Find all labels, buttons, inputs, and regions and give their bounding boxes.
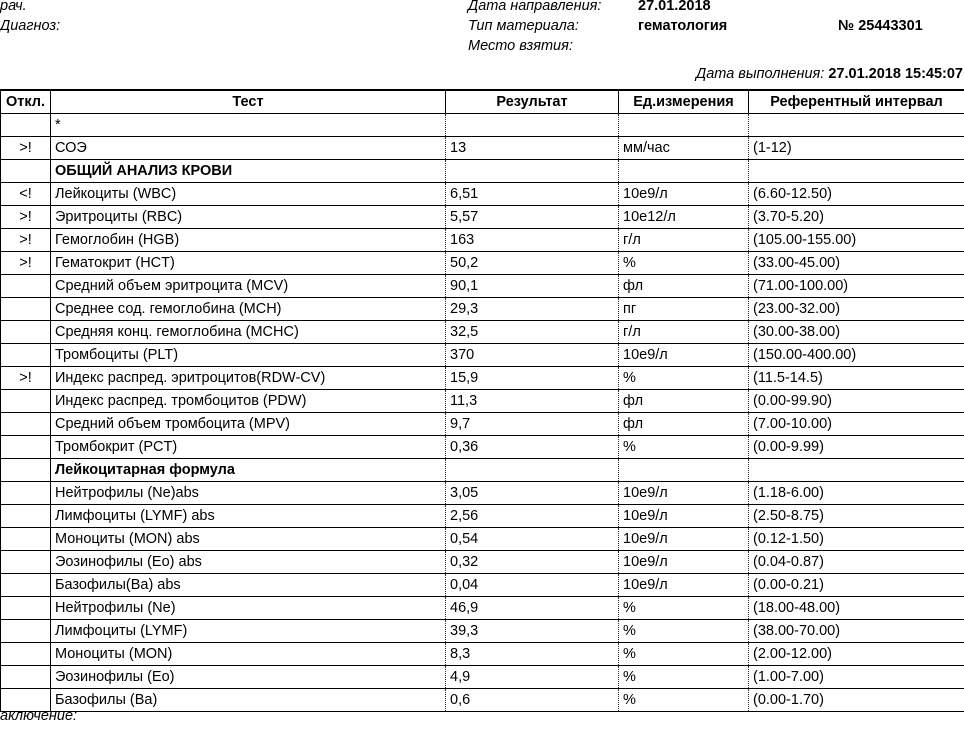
cell-result: 370 — [446, 344, 619, 367]
cell-result: 163 — [446, 229, 619, 252]
cell-test-name: СОЭ — [51, 137, 446, 160]
cell-test-name: Базофилы(Ba) abs — [51, 574, 446, 597]
cell-result: 39,3 — [446, 620, 619, 643]
cell-result: 9,7 — [446, 413, 619, 436]
cell-unit: мм/час — [619, 137, 749, 160]
table-row — [1, 620, 964, 643]
cell-test-name: Нейтрофилы (Ne)abs — [51, 482, 446, 505]
cell-result: 8,3 — [446, 643, 619, 666]
execution-date-label: Дата выполнения: — [696, 66, 825, 82]
cell-result: 4,9 — [446, 666, 619, 689]
cell-reference: (18.00-48.00) — [749, 597, 964, 620]
results-table-head — [1, 90, 964, 114]
cell-test-name: Средний объем эритроцита (MCV) — [51, 275, 446, 298]
cell-test-name: Гематокрит (HCT) — [51, 252, 446, 275]
cell-result: 0,6 — [446, 689, 619, 712]
cell-reference: (105.00-155.00) — [749, 229, 964, 252]
table-row — [1, 459, 964, 482]
cell-reference: (0.12-1.50) — [749, 528, 964, 551]
cell-unit: фл — [619, 390, 749, 413]
cell-unit: г/л — [619, 321, 749, 344]
table-row — [1, 597, 964, 620]
cell-unit: % — [619, 620, 749, 643]
cell-deviation — [1, 459, 51, 482]
referral-date-label: Дата направления: — [468, 0, 602, 14]
cell-reference: (11.5-14.5) — [749, 367, 964, 390]
cell-unit: 10е9/л — [619, 344, 749, 367]
table-row — [1, 137, 964, 160]
cell-deviation — [1, 275, 51, 298]
cell-deviation — [1, 597, 51, 620]
cell-result: 5,57 — [446, 206, 619, 229]
results-table — [0, 89, 964, 712]
cell-reference: (0.00-99.90) — [749, 390, 964, 413]
cell-test-name: Эозинофилы (Eo) — [51, 666, 446, 689]
table-row — [1, 666, 964, 689]
referral-date-value: 27.01.2018 — [638, 0, 711, 14]
cell-test-name: Нейтрофилы (Ne) — [51, 597, 446, 620]
cell-test-name: Лейкоциты (WBC) — [51, 183, 446, 206]
cell-reference: (3.70-5.20) — [749, 206, 964, 229]
cell-result: 29,3 — [446, 298, 619, 321]
cell-unit: 10е9/л — [619, 574, 749, 597]
cell-reference: (71.00-100.00) — [749, 275, 964, 298]
cell-reference: (2.00-12.00) — [749, 643, 964, 666]
cell-result: 50,2 — [446, 252, 619, 275]
cell-deviation — [1, 505, 51, 528]
cell-deviation — [1, 620, 51, 643]
table-row — [1, 252, 964, 275]
cell-reference — [749, 160, 964, 183]
cell-deviation — [1, 528, 51, 551]
cell-deviation — [1, 160, 51, 183]
cell-reference: (2.50-8.75) — [749, 505, 964, 528]
cell-reference: (6.60-12.50) — [749, 183, 964, 206]
cell-deviation — [1, 551, 51, 574]
cell-reference: (33.00-45.00) — [749, 252, 964, 275]
cell-unit: % — [619, 666, 749, 689]
cell-unit — [619, 160, 749, 183]
cell-deviation — [1, 114, 51, 137]
cell-reference: (0.00-1.70) — [749, 689, 964, 712]
table-row — [1, 344, 964, 367]
cell-reference — [749, 114, 964, 137]
table-row — [1, 183, 964, 206]
cell-unit — [619, 459, 749, 482]
cell-result: 6,51 — [446, 183, 619, 206]
cell-reference: (1-12) — [749, 137, 964, 160]
results-table-wrapper — [0, 89, 964, 712]
cell-unit: г/л — [619, 229, 749, 252]
table-row — [1, 275, 964, 298]
table-row — [1, 643, 964, 666]
execution-date-value: 27.01.2018 15:45:07 — [828, 66, 963, 82]
cell-reference: (38.00-70.00) — [749, 620, 964, 643]
cell-test-name: Индекс распред. эритроцитов(RDW-CV) — [51, 367, 446, 390]
results-table-body — [1, 114, 964, 712]
cell-result — [446, 160, 619, 183]
cell-test-name: Лимфоциты (LYMF) — [51, 620, 446, 643]
column-header-deviation: Откл. — [1, 90, 51, 114]
cell-result — [446, 459, 619, 482]
cell-section-title: Лейкоцитарная формула — [51, 459, 446, 482]
cell-unit: 10е9/л — [619, 551, 749, 574]
cell-test-name: Моноциты (MON) — [51, 643, 446, 666]
cell-result: 13 — [446, 137, 619, 160]
cell-result: 46,9 — [446, 597, 619, 620]
cell-test-name: Средняя конц. гемоглобина (MCHC) — [51, 321, 446, 344]
cell-deviation: >! — [1, 252, 51, 275]
report-header — [0, 0, 964, 58]
table-row — [1, 298, 964, 321]
cell-unit: % — [619, 436, 749, 459]
cell-result: 2,56 — [446, 505, 619, 528]
cell-deviation — [1, 321, 51, 344]
cell-unit: 10е12/л — [619, 206, 749, 229]
doctor-label: рач. — [0, 0, 27, 14]
cell-deviation — [1, 413, 51, 436]
table-row — [1, 505, 964, 528]
table-row — [1, 229, 964, 252]
material-type-value: гематология — [638, 18, 728, 34]
cell-unit: 10е9/л — [619, 482, 749, 505]
table-row — [1, 689, 964, 712]
cell-deviation: <! — [1, 183, 51, 206]
cell-unit: % — [619, 367, 749, 390]
cell-unit: фл — [619, 275, 749, 298]
table-row — [1, 367, 964, 390]
conclusion-label: аключение: — [0, 708, 78, 724]
table-row — [1, 206, 964, 229]
cell-reference: (7.00-10.00) — [749, 413, 964, 436]
cell-deviation — [1, 436, 51, 459]
cell-result: 0,54 — [446, 528, 619, 551]
cell-reference — [749, 459, 964, 482]
cell-deviation — [1, 643, 51, 666]
cell-test-name: Моноциты (MON) abs — [51, 528, 446, 551]
table-row — [1, 160, 964, 183]
cell-test-name: Лимфоциты (LYMF) abs — [51, 505, 446, 528]
order-number: № 25443301 — [838, 18, 923, 34]
cell-unit: % — [619, 597, 749, 620]
cell-star-marker: * — [51, 114, 446, 137]
cell-deviation: >! — [1, 367, 51, 390]
cell-result: 32,5 — [446, 321, 619, 344]
cell-reference: (30.00-38.00) — [749, 321, 964, 344]
cell-deviation — [1, 666, 51, 689]
cell-reference: (0.00-0.21) — [749, 574, 964, 597]
table-header-row — [1, 90, 964, 114]
material-type-label: Тип материала: — [468, 18, 579, 34]
cell-test-name: Эритроциты (RBC) — [51, 206, 446, 229]
cell-unit: пг — [619, 298, 749, 321]
column-header-units: Ед.измерения — [619, 90, 749, 114]
table-row — [1, 321, 964, 344]
table-row — [1, 551, 964, 574]
cell-reference: (0.04-0.87) — [749, 551, 964, 574]
cell-unit: 10е9/л — [619, 183, 749, 206]
column-header-test: Тест — [51, 90, 446, 114]
table-row — [1, 390, 964, 413]
cell-deviation — [1, 298, 51, 321]
cell-test-name: Базофилы (Ba) — [51, 689, 446, 712]
cell-deviation — [1, 482, 51, 505]
diagnosis-label: Диагноз: — [0, 18, 61, 34]
cell-test-name: Индекс распред. тромбоцитов (PDW) — [51, 390, 446, 413]
cell-test-name: Тромбокрит (PCT) — [51, 436, 446, 459]
cell-result: 0,04 — [446, 574, 619, 597]
cell-reference: (1.18-6.00) — [749, 482, 964, 505]
table-row — [1, 528, 964, 551]
cell-test-name: Эозинофилы (Eo) abs — [51, 551, 446, 574]
cell-unit: % — [619, 643, 749, 666]
cell-unit: % — [619, 252, 749, 275]
cell-deviation: >! — [1, 206, 51, 229]
cell-reference: (150.00-400.00) — [749, 344, 964, 367]
cell-result: 15,9 — [446, 367, 619, 390]
cell-test-name: Среднее сод. гемоглобина (MCH) — [51, 298, 446, 321]
column-header-reference: Референтный интервал — [749, 90, 964, 114]
cell-unit — [619, 114, 749, 137]
table-row — [1, 413, 964, 436]
cell-deviation — [1, 574, 51, 597]
cell-unit: % — [619, 689, 749, 712]
cell-unit: фл — [619, 413, 749, 436]
cell-unit: 10е9/л — [619, 505, 749, 528]
cell-deviation: >! — [1, 229, 51, 252]
table-row — [1, 436, 964, 459]
table-row — [1, 574, 964, 597]
cell-test-name: Гемоглобин (HGB) — [51, 229, 446, 252]
execution-date — [696, 66, 963, 82]
cell-unit: 10е9/л — [619, 528, 749, 551]
cell-result — [446, 114, 619, 137]
cell-result: 0,32 — [446, 551, 619, 574]
collection-site-label: Место взятия: — [468, 38, 573, 54]
cell-reference: (1.00-7.00) — [749, 666, 964, 689]
cell-result: 90,1 — [446, 275, 619, 298]
table-row-star — [1, 114, 964, 137]
cell-section-title: ОБЩИЙ АНАЛИЗ КРОВИ — [51, 160, 446, 183]
cell-reference: (23.00-32.00) — [749, 298, 964, 321]
cell-deviation — [1, 390, 51, 413]
cell-deviation — [1, 344, 51, 367]
cell-result: 3,05 — [446, 482, 619, 505]
cell-result: 11,3 — [446, 390, 619, 413]
cell-deviation: >! — [1, 137, 51, 160]
cell-test-name: Средний объем тромбоцита (MPV) — [51, 413, 446, 436]
table-row — [1, 482, 964, 505]
column-header-result: Результат — [446, 90, 619, 114]
cell-result: 0,36 — [446, 436, 619, 459]
cell-reference: (0.00-9.99) — [749, 436, 964, 459]
cell-test-name: Тромбоциты (PLT) — [51, 344, 446, 367]
